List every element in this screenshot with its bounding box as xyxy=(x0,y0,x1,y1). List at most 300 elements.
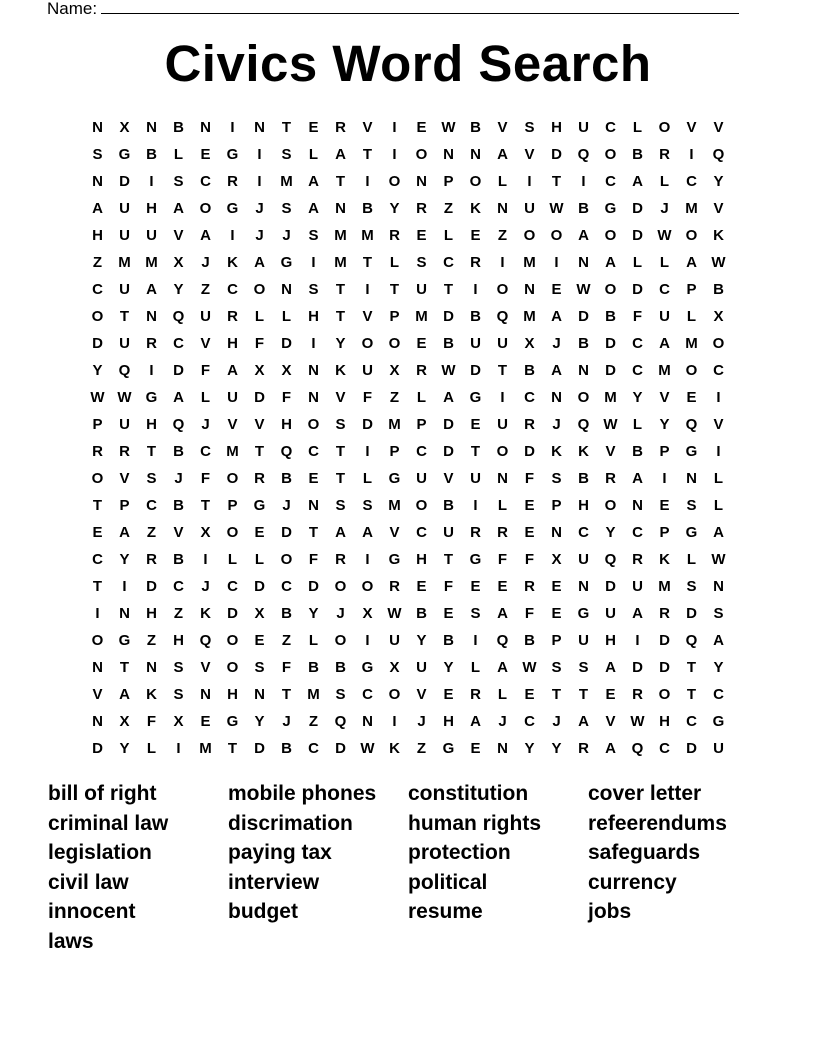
grid-letter: U xyxy=(443,524,454,541)
grid-letter: E xyxy=(254,632,265,649)
grid-letter: J xyxy=(201,254,210,271)
grid-letter: E xyxy=(92,524,103,541)
grid-letter: O xyxy=(226,632,239,649)
grid-letter: X xyxy=(551,551,562,568)
word-list-item: innocent xyxy=(48,900,136,924)
grid-letter: A xyxy=(713,632,724,649)
grid-letter: A xyxy=(497,659,508,676)
grid-letter: C xyxy=(443,254,454,271)
grid-letter: V xyxy=(389,524,400,541)
grid-letter: N xyxy=(578,578,589,595)
grid-letter: Q xyxy=(280,443,293,460)
grid-letter: E xyxy=(200,146,211,163)
grid-letter: C xyxy=(362,686,373,703)
grid-letter: I xyxy=(230,119,235,136)
grid-letter: M xyxy=(685,335,698,352)
grid-letter: B xyxy=(578,470,589,487)
grid-letter: B xyxy=(632,146,643,163)
grid-letter: N xyxy=(92,173,103,190)
grid-letter: C xyxy=(173,578,184,595)
grid-letter: O xyxy=(91,470,104,487)
grid-letter: J xyxy=(660,200,669,217)
grid-letter: G xyxy=(604,200,617,217)
grid-letter: V xyxy=(92,686,103,703)
grid-letter: F xyxy=(308,551,319,568)
grid-letter: N xyxy=(308,362,319,379)
grid-letter: N xyxy=(92,713,103,730)
grid-letter: M xyxy=(604,389,617,406)
grid-letter: Q xyxy=(496,308,509,325)
grid-letter: N xyxy=(578,254,589,271)
grid-letter: S xyxy=(416,254,427,271)
grid-letter: E xyxy=(416,335,427,352)
grid-letter: D xyxy=(254,578,265,595)
grid-letter: R xyxy=(524,578,535,595)
grid-letter: L xyxy=(497,173,508,190)
grid-letter: H xyxy=(146,416,157,433)
grid-letter: I xyxy=(527,173,532,190)
grid-letter: P xyxy=(659,443,670,460)
grid-letter: U xyxy=(119,227,130,244)
grid-letter: B xyxy=(173,551,184,568)
grid-letter: O xyxy=(388,335,401,352)
grid-letter: N xyxy=(362,713,373,730)
grid-letter: Z xyxy=(173,605,184,622)
name-label: Name: xyxy=(47,0,98,18)
grid-letter: M xyxy=(523,308,536,325)
grid-row xyxy=(84,735,732,762)
grid-letter: G xyxy=(577,605,590,622)
word-list-item: civil law xyxy=(48,870,129,894)
grid-letter: A xyxy=(146,281,157,298)
grid-letter: I xyxy=(257,173,262,190)
grid-letter: G xyxy=(361,659,374,676)
grid-letter: Q xyxy=(712,146,725,163)
grid-letter: O xyxy=(388,173,401,190)
grid-letter: B xyxy=(578,335,589,352)
grid-letter: N xyxy=(254,686,265,703)
grid-letter: G xyxy=(118,632,131,649)
grid-letter: B xyxy=(713,281,724,298)
grid-letter: Z xyxy=(92,254,103,271)
grid-letter: I xyxy=(365,551,370,568)
word-list-item: legislation xyxy=(48,841,152,865)
grid-letter: I xyxy=(716,443,721,460)
grid-letter: S xyxy=(308,227,319,244)
name-underline xyxy=(101,13,739,14)
grid-letter: E xyxy=(551,281,562,298)
grid-letter: U xyxy=(497,335,508,352)
grid-letter: Y xyxy=(659,416,670,433)
grid-letter: U xyxy=(119,416,130,433)
grid-letter: G xyxy=(388,470,401,487)
grid-letter: U xyxy=(605,605,616,622)
grid-letter: K xyxy=(227,254,238,271)
grid-letter: T xyxy=(497,362,508,379)
grid-letter: M xyxy=(685,200,698,217)
grid-letter: F xyxy=(200,362,211,379)
grid-letter: D xyxy=(524,443,535,460)
grid-letter: J xyxy=(552,335,561,352)
grid-letter: W xyxy=(441,119,456,136)
grid-letter: C xyxy=(227,281,238,298)
grid-letter: I xyxy=(392,146,397,163)
word-list-item: laws xyxy=(48,929,94,953)
grid-letter: B xyxy=(416,605,427,622)
grid-letter: D xyxy=(632,227,643,244)
grid-letter: V xyxy=(173,524,184,541)
grid-letter: T xyxy=(308,524,319,541)
grid-letter: W xyxy=(657,227,672,244)
grid-letter: M xyxy=(388,497,401,514)
grid-letter: A xyxy=(335,146,346,163)
grid-letter: U xyxy=(389,632,400,649)
grid-letter: H xyxy=(92,227,103,244)
grid-letter: Q xyxy=(496,632,509,649)
grid-letter: B xyxy=(173,119,184,136)
grid-letter: L xyxy=(632,416,643,433)
grid-letter: L xyxy=(443,227,454,244)
grid-letter: A xyxy=(551,308,562,325)
grid-letter: J xyxy=(201,416,210,433)
grid-letter: U xyxy=(659,308,670,325)
grid-letter: C xyxy=(200,443,211,460)
grid-letter: T xyxy=(92,578,103,595)
grid-letter: Z xyxy=(443,200,454,217)
grid-letter: T xyxy=(200,497,211,514)
grid-letter: E xyxy=(551,605,562,622)
grid-letter: D xyxy=(605,578,616,595)
grid-letter: R xyxy=(470,686,481,703)
grid-letter: Y xyxy=(713,659,724,676)
grid-letter: S xyxy=(686,497,697,514)
grid-letter: M xyxy=(334,254,347,271)
grid-letter: F xyxy=(362,389,373,406)
grid-letter: Y xyxy=(632,389,643,406)
grid-letter: T xyxy=(362,146,373,163)
grid-letter: Y xyxy=(335,335,346,352)
grid-letter: O xyxy=(550,227,563,244)
grid-letter: J xyxy=(174,470,183,487)
grid-letter: R xyxy=(416,362,427,379)
word-list-column xyxy=(408,779,541,927)
grid-letter: B xyxy=(335,659,346,676)
grid-letter: U xyxy=(200,308,211,325)
grid-letter: X xyxy=(119,713,130,730)
grid-letter: K xyxy=(470,200,481,217)
grid-letter: I xyxy=(311,335,316,352)
grid-letter: E xyxy=(686,389,697,406)
grid-letter: A xyxy=(119,686,130,703)
grid-letter: D xyxy=(119,173,130,190)
grid-letter: C xyxy=(308,740,319,757)
grid-letter: I xyxy=(689,146,694,163)
grid-letter: R xyxy=(632,551,643,568)
grid-letter: O xyxy=(604,281,617,298)
grid-letter: A xyxy=(362,524,373,541)
grid-letter: J xyxy=(417,713,426,730)
grid-letter: T xyxy=(335,308,346,325)
grid-letter: B xyxy=(443,632,454,649)
grid-letter: S xyxy=(578,659,589,676)
grid-letter: O xyxy=(334,578,347,595)
grid-letter: U xyxy=(470,335,481,352)
grid-letter: R xyxy=(146,551,157,568)
grid-letter: Y xyxy=(92,362,103,379)
grid-letter: A xyxy=(470,713,481,730)
grid-letter: B xyxy=(443,497,454,514)
grid-letter: R xyxy=(470,524,481,541)
grid-letter: V xyxy=(227,416,238,433)
grid-letter: C xyxy=(713,362,724,379)
grid-letter: L xyxy=(173,146,184,163)
grid-letter: R xyxy=(389,227,400,244)
grid-letter: C xyxy=(200,173,211,190)
grid-letter: O xyxy=(334,632,347,649)
grid-letter: D xyxy=(92,335,103,352)
grid-letter: Y xyxy=(443,659,454,676)
grid-letter: T xyxy=(389,281,400,298)
grid-letter: A xyxy=(173,200,184,217)
grid-letter: C xyxy=(173,335,184,352)
grid-letter: R xyxy=(335,551,346,568)
grid-letter: F xyxy=(632,308,643,325)
grid-letter: W xyxy=(117,389,132,406)
grid-letter: L xyxy=(416,389,427,406)
grid-letter: X xyxy=(362,605,373,622)
grid-letter: F xyxy=(281,659,292,676)
grid-letter: B xyxy=(632,443,643,460)
grid-letter: H xyxy=(308,308,319,325)
grid-letter: I xyxy=(581,173,586,190)
grid-letter: A xyxy=(443,389,454,406)
grid-letter: D xyxy=(632,200,643,217)
grid-letter: K xyxy=(659,551,670,568)
grid-letter: R xyxy=(146,335,157,352)
grid-letter: R xyxy=(416,200,427,217)
grid-letter: L xyxy=(713,497,724,514)
grid-letter: C xyxy=(524,713,535,730)
grid-letter: M xyxy=(658,362,671,379)
grid-letter: P xyxy=(659,524,670,541)
grid-letter: T xyxy=(470,443,481,460)
grid-letter: B xyxy=(173,443,184,460)
grid-letter: U xyxy=(713,740,724,757)
grid-letter: E xyxy=(470,416,481,433)
grid-letter: U xyxy=(119,281,130,298)
grid-letter: U xyxy=(119,335,130,352)
grid-letter: I xyxy=(635,632,640,649)
grid-letter: K xyxy=(389,740,400,757)
grid-letter: S xyxy=(146,470,157,487)
grid-letter: O xyxy=(685,362,698,379)
grid-letter: C xyxy=(524,389,535,406)
grid-letter: J xyxy=(552,416,561,433)
grid-letter: D xyxy=(92,740,103,757)
grid-letter: R xyxy=(470,254,481,271)
grid-letter: G xyxy=(685,524,698,541)
grid-letter: I xyxy=(473,497,478,514)
grid-letter: D xyxy=(551,146,562,163)
grid-letter: L xyxy=(632,119,643,136)
grid-letter: T xyxy=(281,119,292,136)
grid-letter: N xyxy=(146,119,157,136)
word-list-item: currency xyxy=(588,870,677,894)
word-list-item: cover letter xyxy=(588,782,702,805)
grid-letter: O xyxy=(469,173,482,190)
grid-letter: A xyxy=(632,470,643,487)
grid-letter: E xyxy=(443,686,454,703)
grid-letter: Q xyxy=(118,362,131,379)
grid-letter: T xyxy=(119,659,130,676)
grid-letter: A xyxy=(173,389,184,406)
grid-letter: N xyxy=(308,497,319,514)
grid-letter: F xyxy=(497,551,508,568)
grid-letter: C xyxy=(713,686,724,703)
grid-letter: G xyxy=(685,443,698,460)
grid-letter: E xyxy=(416,119,427,136)
grid-letter: N xyxy=(497,740,508,757)
grid-letter: E xyxy=(470,740,481,757)
grid-letter: D xyxy=(632,281,643,298)
word-list-item: protection xyxy=(408,841,511,865)
grid-letter: H xyxy=(443,713,454,730)
grid-letter: X xyxy=(173,254,184,271)
grid-letter: W xyxy=(630,713,645,730)
grid-letter: I xyxy=(311,254,316,271)
grid-letter: G xyxy=(388,551,401,568)
grid-letter: M xyxy=(145,254,158,271)
grid-letter: H xyxy=(605,632,616,649)
grid-letter: C xyxy=(227,578,238,595)
grid-letter: G xyxy=(280,254,293,271)
word-list-item: discrimation xyxy=(228,811,353,835)
grid-letter: L xyxy=(362,470,373,487)
grid-letter: X xyxy=(524,335,535,352)
grid-letter: O xyxy=(415,146,428,163)
grid-letter: I xyxy=(95,605,100,622)
grid-letter: D xyxy=(605,335,616,352)
grid-letter: K xyxy=(146,686,157,703)
grid-letter: F xyxy=(281,389,292,406)
grid-letter: X xyxy=(713,308,724,325)
grid-letter: O xyxy=(415,497,428,514)
grid-letter: G xyxy=(442,740,455,757)
grid-letter: N xyxy=(335,200,346,217)
grid-letter: B xyxy=(443,335,454,352)
grid-letter: S xyxy=(335,497,346,514)
grid-letter: F xyxy=(146,713,157,730)
grid-letter: H xyxy=(281,416,292,433)
grid-letter: N xyxy=(416,173,427,190)
grid-letter: R xyxy=(632,686,643,703)
grid-letter: U xyxy=(119,200,130,217)
grid-letter: B xyxy=(470,308,481,325)
grid-letter: B xyxy=(173,497,184,514)
grid-letter: I xyxy=(500,389,505,406)
grid-letter: E xyxy=(605,686,616,703)
grid-letter: P xyxy=(443,173,454,190)
grid-letter: L xyxy=(470,659,481,676)
grid-letter: G xyxy=(253,497,266,514)
grid-row xyxy=(84,141,732,168)
word-list-column xyxy=(48,779,168,957)
grid-letter: P xyxy=(686,281,697,298)
grid-letter: Y xyxy=(416,632,427,649)
word-list-item: paying tax xyxy=(228,841,332,865)
grid-letter: N xyxy=(146,659,157,676)
grid-letter: T xyxy=(335,281,346,298)
grid-letter: L xyxy=(308,146,319,163)
grid-letter: P xyxy=(389,308,400,325)
grid-letter: T xyxy=(443,551,454,568)
grid-letter: I xyxy=(230,227,235,244)
grid-letter: D xyxy=(443,308,454,325)
grid-letter: B xyxy=(524,362,535,379)
grid-letter: Y xyxy=(713,173,724,190)
grid-letter: N xyxy=(119,605,130,622)
grid-row xyxy=(84,195,732,222)
grid-letter: P xyxy=(416,416,427,433)
grid-letter: A xyxy=(605,659,616,676)
grid-letter: A xyxy=(605,740,616,757)
grid-letter: V xyxy=(605,443,616,460)
grid-letter: S xyxy=(281,200,292,217)
grid-letter: O xyxy=(577,389,590,406)
grid-row xyxy=(84,465,732,492)
grid-letter: D xyxy=(362,416,373,433)
grid-letter: M xyxy=(199,740,212,757)
word-list-column xyxy=(228,779,376,927)
grid-letter: X xyxy=(119,119,130,136)
grid-letter: S xyxy=(713,605,724,622)
grid-letter: C xyxy=(416,524,427,541)
grid-letter: C xyxy=(659,740,670,757)
grid-letter: Q xyxy=(685,416,698,433)
grid-letter: C xyxy=(92,281,103,298)
grid-letter: P xyxy=(551,632,562,649)
grid-letter: E xyxy=(551,578,562,595)
grid-letter: C xyxy=(92,551,103,568)
grid-letter: O xyxy=(280,551,293,568)
grid-letter: P xyxy=(551,497,562,514)
word-list-item: human rights xyxy=(408,811,542,835)
grid-letter: N xyxy=(578,362,589,379)
grid-letter: I xyxy=(392,119,397,136)
grid-letter: D xyxy=(578,308,589,325)
grid-letter: U xyxy=(524,200,535,217)
grid-letter: Q xyxy=(199,632,212,649)
grid-letter: L xyxy=(713,470,724,487)
grid-letter: E xyxy=(200,713,211,730)
grid-letter: A xyxy=(200,227,211,244)
grid-letter: I xyxy=(365,173,370,190)
grid-letter: N xyxy=(92,119,103,136)
grid-letter: V xyxy=(713,416,724,433)
grid-letter: R xyxy=(659,146,670,163)
grid-letter: V xyxy=(713,200,724,217)
grid-letter: V xyxy=(362,119,373,136)
grid-letter: D xyxy=(146,578,157,595)
grid-letter: J xyxy=(282,227,291,244)
grid-letter: V xyxy=(119,470,130,487)
grid-letter: C xyxy=(281,578,292,595)
grid-row xyxy=(84,384,732,411)
grid-letter: H xyxy=(173,632,184,649)
grid-letter: Z xyxy=(281,632,292,649)
grid-letter: R xyxy=(227,308,238,325)
word-list-item: constitution xyxy=(408,782,529,805)
